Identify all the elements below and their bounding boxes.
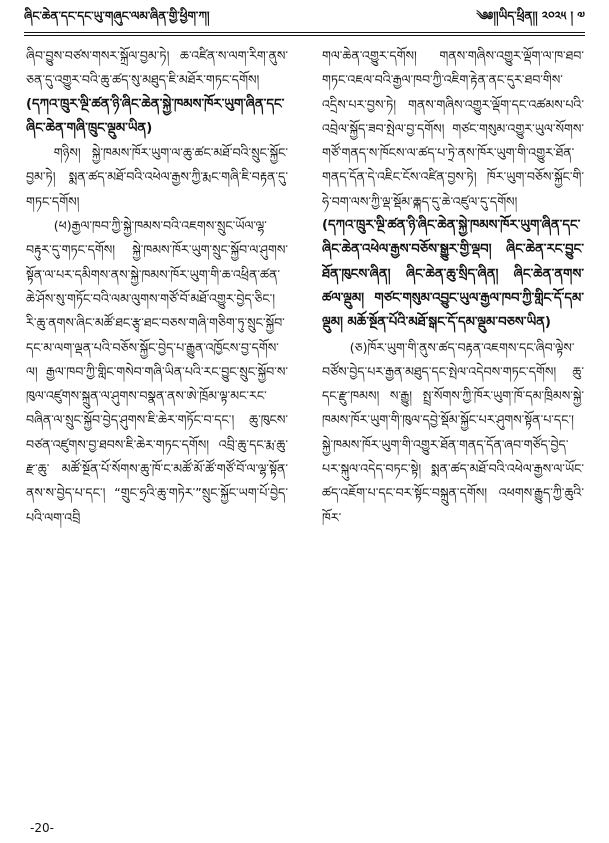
body-paragraph: གལ་ཆེན་འགྱུར་དགོས། གནས་གཞིས་འགྱུར་ལྡོག་ལ་ཁ་ཐབ་གཏང་འཇལ་བའི་རྒྱལ་ཁབ་ཀྱི་འཇིག་རྟེན་ནང་དུར་ཐབ་གིས་འདྲིས་པར་བྱས་ཏེ། གནས་གཞིས་འགྱུར་ལྡོག་དང་འཚམས་པའི་འབྲེལ་སྐྱོད་ཟབ་སྤེལ་བྱ་དགོས། གཙང་གསུམ་འགྱུར་ཡུལ་སོགས་གཙོ་གནད་ས་ཁོངས་ལ་ཚད་པ་ཏྲེ་ནས་ཁོར་ཡུག་གི་འགྱུར་ཐོན་གནད་དོན་དེ་འཇིང་ངོས་འཛིན་བྱས་ཏེ། ཁོར་ཡུག་བཅོས་སྐྱོང་གི་ཧེ་བག་ལས་ཀྱི་ལྡ་སྡོམ་ཆྐད་དུ་ཆེ་འཛུལ་དུ་དགོས། [322,48,584,209]
body-paragraph: (ཅ)ཁོར་ཡུག་གི་ནུས་ཚད་བརྟན་འཇགས་དང་ཞིབ་ལྟེས་བཙོས་བྱེད་པར་རྒྱན་མཐུད་དང་སྤེལ་འདེབས་གཏང་དགོས། ཆུ་དང་རྫུ་ཁམས། ས་རྒྱུ། སྤྲ་སོགས་ཀྱི་ཁོར་ཡུག་ཁོ་དམ་ཁྲིམས་སྐྱེ་ཁམས་ཁོར་ཡུག་གི་ཁུལ་དབྱེ་སྡོམ་སྐྱོང་པར་ཤུགས་སྟོན་པ་དང་། སྐྱེ་ཁམས་ཁོར་ཡུག་གི་འགྱུར་ཐོན་གནད་དོན་ཞབ་གཙོད་བྱེད་པར་སྐུལ་འདེད་བཏང་སྟེ། སྨན་ཚད་མཐོ་བའི་འཕེལ་རྒྱས་ལ་ཡོང་ཚད་འཇོག་པ་དང་བར་སྟོང་བསྐྲུན་དགོས། འཕགས་རྒྱུད་ཀྱི་ཆུའི་ཁོར་ [322,339,584,525]
header-right-title: ༄༅།།ཡིད་ཕྲིན།། ༢༠༢༥ ། ༧ [476,9,585,23]
right-text-column [322,44,584,814]
body-paragraph: (ཕ)རྒྱལ་ཁབ་ཀྱི་སྐྱེ་ཁམས་བའི་འཇགས་སྲུང་ཡོལ་ལྷ་བརྟུར་དུ་གཏང་དགོས། སྐྱེ་ཁམས་ཁོར་ཡུག་སྲུང་སྐྱོབ་ལ་ཤུགས་སྟོན་ལ་པར་དམིགས་ནས་སྐྱེ་ཁམས་ཁོར་ཡུག་གི་ཆ་འཕྲིན་ཚན་ཆེ་ཤོས་སུ་གཏོང་བའི་ལམ་ལུགས་གཙོ་བོ་མཐོ་འགྱུར་བྱེད་ཅིང་། རི་ཆུ་ནགས་ཞིང་མཚོ་ཐང་རྩྭ་ཐང་བཅས་གཞི་གཅིག་ཏུ་སྲུང་སྐྱོབ་དང་མ་ལག་ལྡན་པའི་བཅོས་སྐྱོང་བྱེད་པ་རྒྱུན་འཁྱོངས་བྱ་དགོས་ལ། རྒྱལ་ཁབ་ཀྱི་གླིང་གསེབ་གཞི་ཡིན་པའི་རང་བྱུང་སྲུང་སྐྱོབ་ས་ཁུལ་འཛུགས་སྐྲུན་ལ་ཤུགས་བསྣན་ནས་ཨེ་ཁྲོམ་ལྟ་མང་རང་བཞིན་ལ་སྲུང་སྐྱོབ་བྱེད་ཤུགས་ཇི་ཆེར་གཏོང་བ་དང་། ཆུ་ཁུངས་བཙན་འཛུགས་བྱ་ཐབས་ཇི་ཆེར་གཏང་དགོས། འབྲི་ཆུ་དང་རྨ་ཆུ་ རྫ་ཆུ་ མཚོ་སྔོན་པོ་སོགས་ཆུ་ཁོ་ང་མཚོ་མོ་ཚོ་གཙོ་བོ་ལ་ལྷ་སྟོན་ནས་ས་བྱེད་པ་དང་། “གྲུང་ཧྲའི་ཆུ་གཏེར་”སྲུང་སྐྱོང་ཡག་པོ་བྱེད་པའི་ལག་འབྲི [26,218,288,525]
body-paragraph: གཉིས། སྐྱེ་ཁམས་ཁོར་ཡུག་ལ་ཆུ་ཚང་མཐོ་བའི་སྲུང་སྐྱོང་བྱམ་ཏེ། སྨན་ཚད་མཐོ་བའི་འཕེལ་རྒྱས་ཀྱི་རྨང་གཞི་ཇི་བརྟན་དུ་གཏང་དགོས། [26,145,288,209]
left-text-column [26,44,288,814]
header-rule-thin [24,35,585,36]
page-number: -20- [30,821,54,835]
header-rule-thick [24,32,585,33]
bold-paragraph: (དཀའ་ཁྲུར་ལྔི་ཚན་ཉི་ཞིང་ཆེན་སྐྱེ་ཁམས་ཁོར་ཡུག་ཞིན་དང་ཞིང་ཆེན་གཞི་ཁྲུང་ལྡུམ་ཡིན) [26,96,285,136]
body-paragraph: ཞིབ་བྱུས་བཙས་གསར་སྐྲོལ་བྱམ་ཏེ། ཆ་འཛིན་ས་ལག་རིག་ནུས་ཅན་དུ་འགྱུར་བའི་ཆུ་ཚད་སུ་མཐུད་ཇི་མཐོར་གཏང་དགོས། [26,48,288,88]
bold-paragraph: (དཀའ་ཁྲུར་ལྔི་ཚན་ཉི་ཞིང་ཆེན་སྐྱེ་ཁམས་ཁོར་ཡུག་ཞིན་དང་ཞིང་ཆེན་འཕེལ་རྒྱས་བཅོས་སྒྱུར་གྱི་ལྡབ། ཞིང་ཆེན་རང་བྱུང་ཐོན་ཁུངས་ཞིན། ཞིང་ཆེན་ཆུ་སྲིད་ཞིན། ཞིང་ཆེན་ནགས་ཚལ་ལྡུམ། གཙང་གསུམ་འབྱུང་ཡུལ་རྒྱལ་ཁབ་ཀྱི་གླིང་དོ་དམ་ལྡུམ། མཆོ་སྔོན་པོའི་མཐོ་སྒང་དོ་དམ་ལྡུམ་བཅས་ཡིན) [322,218,584,331]
header-left-title: ཞིང་ཆེན་དང་དང་ཡུ་གཞུང་ལམ་ཞིན་གྱི་ཕྱིག་ཀ། [24,9,210,23]
running-header [24,8,585,32]
